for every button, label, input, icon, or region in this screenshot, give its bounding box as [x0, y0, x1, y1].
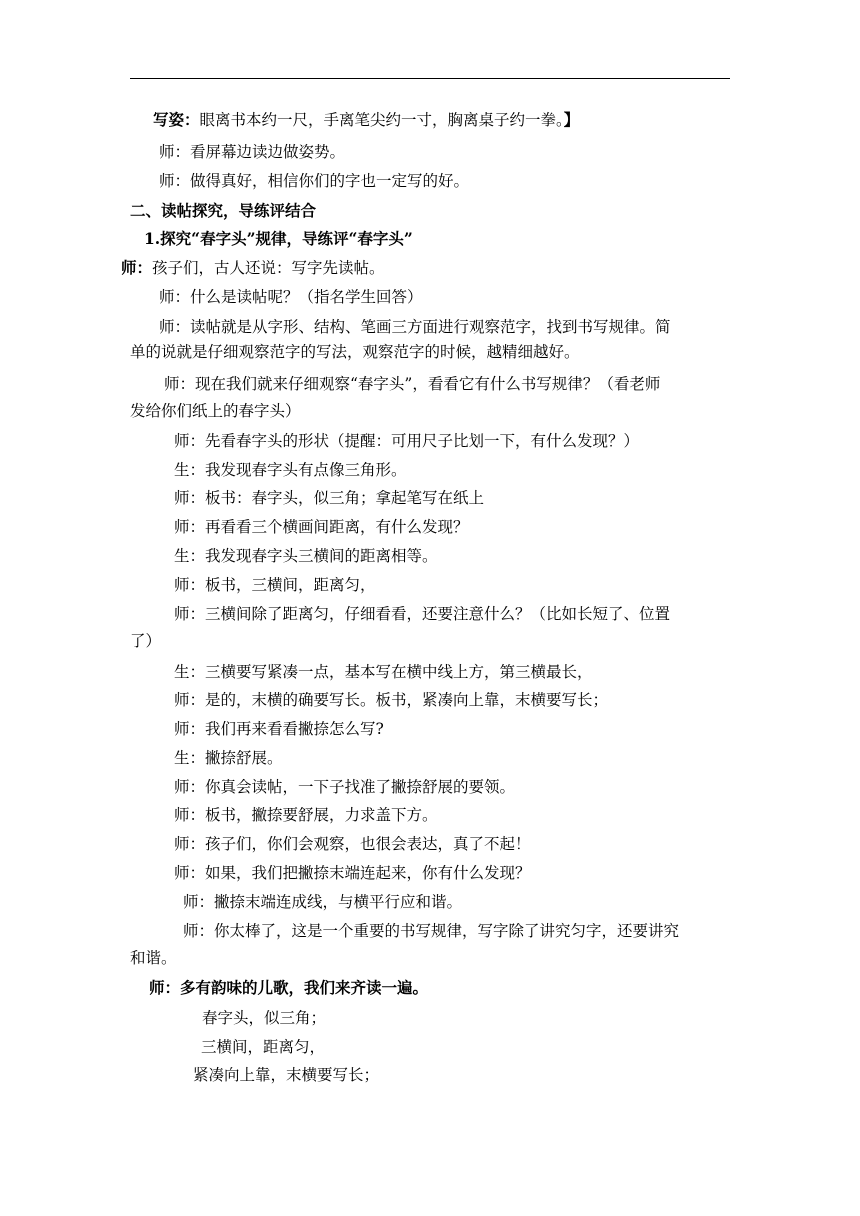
writing-posture-line	[153, 110, 579, 130]
paragraph-line	[121, 258, 385, 278]
paragraph-line: 师：板书，三横间，距离匀，	[174, 576, 376, 594]
paragraph-line: 师：如果，我们把撇捺末端连起来，你有什么发现？	[174, 864, 531, 882]
paragraph-line: 师：先看春字头的形状（提醒：可用尺子比划一下，有什么发现？）	[174, 432, 640, 450]
paragraph-line: 师：多有韵味的儿歌，我们来齐读一遍。	[149, 978, 429, 997]
paragraph-line: 师：看屏幕边读边做姿势。	[159, 143, 346, 161]
paragraph-line: 和谐。	[130, 949, 177, 967]
paragraph-line: 师：孩子们，你们会观察，也很会表达，真了不起！	[174, 835, 531, 853]
paragraph-line: 单的说就是仔细观察范字的写法，观察范字的时候，越精细越好。	[130, 343, 580, 361]
paragraph-line: 生：我发现春字头三横间的距离相等。	[174, 547, 438, 565]
paragraph-line: 师：什么是读帖呢？（指名学生回答）	[159, 288, 423, 306]
paragraph-line: 师：撇捺末端连成线，与横平行应和谐。	[183, 893, 463, 911]
writing-posture-label: 写姿：	[153, 110, 200, 129]
paragraph-line: 生：撇捺舒展。	[174, 749, 283, 767]
paragraph-line: 师：是的，末横的确要写长。板书，紧凑向上靠，末横要写长；	[174, 691, 609, 709]
paragraph-line: 师：板书：春字头，似三角；拿起笔写在纸上	[174, 489, 485, 507]
speaker-text: 孩子们，古人还说：写字先读帖。	[152, 259, 385, 277]
rhyme-line: 三横间，距离匀，	[201, 1038, 326, 1056]
header-rule	[130, 78, 730, 79]
paragraph-line: 师：读帖就是从字形、结构、笔画三方面进行观察范字，找到书写规律。简	[159, 318, 671, 336]
paragraph-line: 师：三横间除了距离匀，仔细看看，还要注意什么？（比如长短了、位置	[174, 605, 671, 623]
speaker-label: 师：	[121, 258, 153, 277]
paragraph-line: 师：板书，撇捺要舒展，力求盖下方。	[174, 806, 438, 824]
paragraph-line: 师：你太棒了，这是一个重要的书写规律，写字除了讲究匀字，还要讲究	[183, 922, 680, 940]
closing-bracket: 】	[563, 110, 580, 129]
rhyme-line: 紧凑向上靠，末横要写长；	[193, 1066, 380, 1084]
writing-posture-text: 眼离书本约一尺，手离笔尖约一寸，胸离桌子约一拳。	[199, 111, 564, 129]
paragraph-line: 生：我发现春字头有点像三角形。	[174, 461, 407, 479]
paragraph-line: 师：我们再来看看撇捺怎么写?	[174, 720, 384, 738]
paragraph-line: 发给你们纸上的春字头）	[130, 402, 301, 420]
section-heading: 二、读帖探究，导练评结合	[130, 201, 317, 220]
rhyme-line: 春字头，似三角；	[202, 1009, 327, 1027]
paragraph-line: 师：现在我们就来仔细观察“春字头”，看看它有什么书写规律？（看老师	[164, 375, 661, 393]
paragraph-line: 生：三横要写紧凑一点，基本写在横中线上方，第三横最长，	[174, 663, 593, 681]
paragraph-line: 师：你真会读帖，一下子找准了撇捺舒展的要领。	[174, 778, 516, 796]
subsection-heading: 1.探究“春字头”规律，导练评“春字头”	[144, 229, 413, 248]
paragraph-line: 师：做得真好，相信你们的字也一定写的好。	[159, 172, 470, 190]
paragraph-line: 师：再看看三个横画间距离，有什么发现？	[174, 518, 469, 536]
paragraph-line: 了）	[130, 632, 162, 650]
